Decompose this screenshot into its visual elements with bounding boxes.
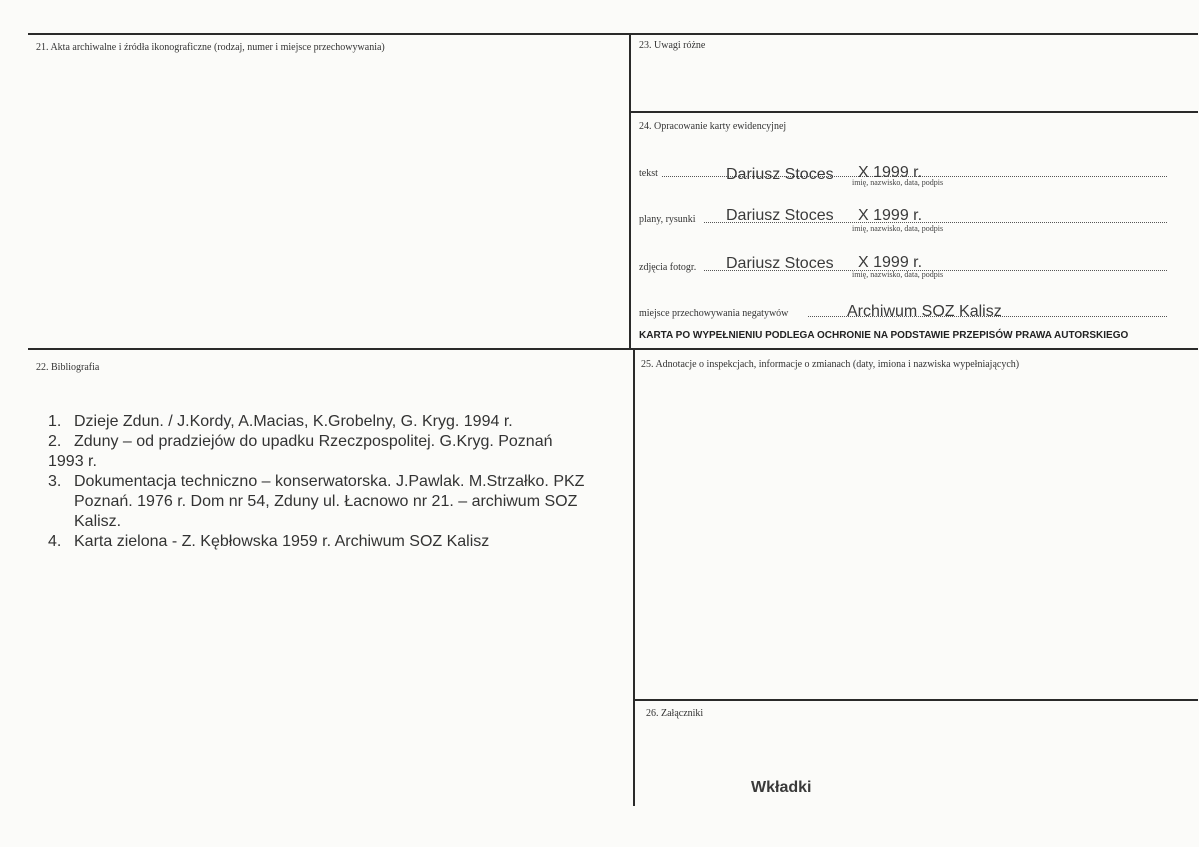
row-divider-middle [28,348,1198,350]
bibliography-item-number: 1. [48,413,62,430]
attachments-value: Wkładki [751,779,812,796]
row-zdjecia-name: Dariusz Stoces [726,255,834,272]
center-divider-upper [629,33,631,348]
negatives-value: Archiwum SOZ Kalisz [847,303,1002,320]
negatives-label: miejsce przechowywania negatywów [639,308,789,319]
section-23-label: 23. Uwagi różne [639,40,706,51]
section-22-label: 22. Bibliografia [36,362,100,373]
row-tekst-date: X 1999 r. [858,164,923,181]
bibliography-item [48,412,628,432]
bibliography-item-number: 3. [48,473,62,490]
row-zdjecia-date: X 1999 r. [858,254,923,271]
row-tekst-label: tekst [639,168,658,179]
row-plany-label: plany, rysunki [639,214,696,225]
row-tekst-caption: imię, nazwisko, data, podpis [852,178,944,187]
bibliography-list [48,412,628,552]
bibliography-item-text: Zduny – od pradziejów do upadku Rzeczpospolitej. G.Kryg. Poznań [74,433,553,450]
row-plany-name: Dariusz Stoces [726,207,834,224]
bibliography-item-text: Poznań. 1976 r. Dom nr 54, Zduny ul. Łacnowo nr 21. – archiwum SOZ [74,493,578,510]
bibliography-item-continuation: 1993 r. [48,453,97,470]
bibliography-item [48,432,628,452]
bibliography-item [48,472,628,532]
section-26-label: 26. Załączniki [646,708,704,719]
bibliography-item-number: 4. [48,533,62,550]
section-24-label: 24. Opracowanie karty ewidencyjnej [639,121,787,132]
section-21-label: 21. Akta archiwalne i źródła ikonograficzne (rodzaj, numer i miejsce przechowywania) [36,42,385,53]
row-zdjecia-label: zdjęcia fotogr. [639,262,697,273]
row-zdjecia-caption: imię, nazwisko, data, podpis [852,270,944,279]
bibliography-item-text: Karta zielona - Z. Kębłowska 1959 r. Archiwum SOZ Kalisz [74,533,490,550]
bibliography-item-text: Kalisz. [74,513,122,530]
bibliography-item-text: Dokumentacja techniczno – konserwatorska. J.Pawlak. M.Strzałko. PKZ [74,473,585,490]
bibliography-item-number: 2. [48,433,62,450]
copyright-note: KARTA PO WYPEŁNIENIU PODLEGA OCHRONIE NA PODSTAWIE PRZEPISÓW PRAWA AUTORSKIEGO [639,330,1129,341]
center-divider-lower [633,348,635,806]
divider-23-24 [629,111,1198,113]
section-25-label: 25. Adnotacje o inspekcjach, informacje o zmianach (daty, imiona i nazwiska wypełniających) [641,359,1020,370]
row-tekst-name: Dariusz Stoces [726,166,834,183]
top-border [28,33,1198,35]
divider-25-26 [633,699,1198,701]
bibliography-item [48,532,628,552]
row-plany-date: X 1999 r. [858,207,923,224]
row-plany-caption: imię, nazwisko, data, podpis [852,224,944,233]
bibliography-item-text: Dzieje Zdun. / J.Kordy, A.Macias, K.Grobelny, G. Kryg. 1994 r. [74,413,513,430]
